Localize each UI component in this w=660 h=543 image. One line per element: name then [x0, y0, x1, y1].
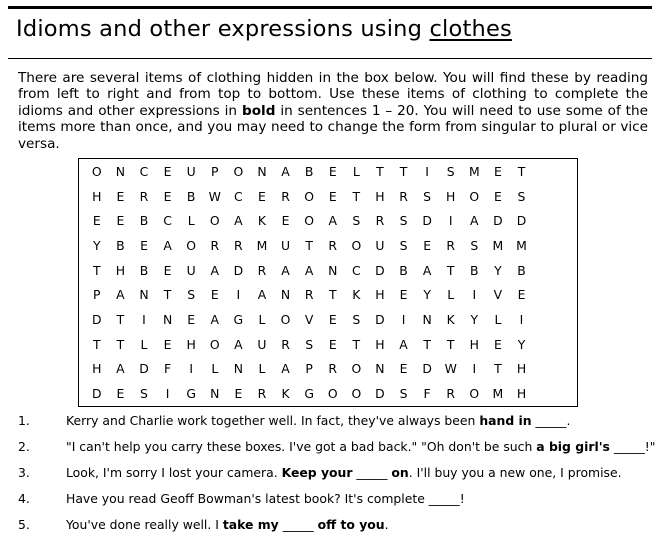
grid-letter: A [163, 237, 172, 253]
grid-letter: T [163, 287, 172, 303]
grid-letter: E [328, 311, 337, 327]
sentence-bold: a big girl's [536, 439, 610, 454]
grid-letter: R [375, 213, 385, 229]
grid-row [79, 208, 577, 233]
sentence-before: Kerry and Charlie work together well. In fact, they've always been [66, 413, 480, 428]
grid-letter: H [92, 188, 102, 204]
grid-letter: E [328, 163, 337, 179]
grid-letter: I [472, 287, 477, 303]
grid-letter: S [399, 386, 408, 402]
grid-letter: O [91, 163, 102, 179]
grid-letter: O [304, 213, 315, 229]
sentence-number: 3. [18, 465, 30, 480]
grid-letter: C [234, 188, 243, 204]
grid-letter: A [328, 213, 337, 229]
sentence-number: 2. [18, 439, 30, 454]
grid-letter: T [376, 163, 384, 179]
grid-letter: I [165, 386, 170, 402]
grid-letter: E [163, 336, 172, 352]
grid-letter: E [116, 213, 125, 229]
grid-letter: O [327, 386, 338, 402]
grid-row [79, 282, 577, 307]
grid-letter: S [399, 237, 408, 253]
grid-letter: M [256, 237, 268, 253]
grid-letter: A [281, 361, 290, 377]
grid-letter: R [304, 287, 314, 303]
grid-letter: A [281, 262, 290, 278]
grid-letter: A [257, 287, 267, 303]
grid-letter: L [211, 361, 219, 377]
grid-letter: T [446, 336, 455, 352]
grid-letter: U [257, 336, 267, 352]
grid-letter: H [115, 262, 126, 278]
grid-letter: L [494, 311, 502, 327]
grid-letter: B [186, 188, 196, 204]
grid-letter: L [258, 361, 266, 377]
grid-letter: E [116, 188, 125, 204]
grid-letter: A [210, 311, 219, 327]
sentence-list [18, 408, 656, 538]
grid-letter: O [469, 386, 480, 402]
grid-letter: W [444, 361, 457, 377]
sentence-number: 4. [18, 491, 30, 506]
grid-letter: O [304, 188, 315, 204]
sentence-after: . [384, 517, 389, 532]
sentence-text [66, 434, 655, 460]
grid-letter: T [93, 336, 101, 352]
sentence-item [18, 460, 648, 486]
grid-letter: S [446, 163, 455, 179]
grid-row [79, 357, 577, 382]
grid-letter: C [352, 262, 361, 278]
grid-letter: H [469, 336, 479, 352]
grid-letter: E [234, 386, 243, 402]
grid-letter: H [375, 336, 385, 352]
grid-letter: T [116, 336, 125, 352]
grid-row [79, 332, 577, 357]
grid-letter: E [399, 287, 408, 303]
grid-letter: H [92, 361, 102, 377]
grid-letter: R [446, 237, 455, 253]
sentence-before: You've done really well. I [66, 517, 223, 532]
grid-letter: E [92, 213, 101, 229]
grid-letter: N [375, 361, 385, 377]
sentence-text [66, 486, 465, 512]
grid-letter: L [258, 311, 266, 327]
grid-letter: B [116, 237, 125, 253]
grid-letter: D [139, 361, 149, 377]
grid-letter: M [492, 237, 504, 253]
grid-letter: E [163, 188, 172, 204]
grid-letter: E [116, 386, 125, 402]
grid-letter: H [375, 287, 385, 303]
grid-letter: Y [470, 311, 479, 327]
sentence-bold2: off to you [317, 517, 385, 532]
grid-letter: R [234, 237, 243, 253]
grid-letter: D [92, 386, 102, 402]
grid-row [79, 258, 577, 283]
grid-letter: C [139, 163, 149, 179]
grid-letter: E [493, 336, 502, 352]
grid-letter: G [233, 311, 244, 327]
grid-letter: I [189, 361, 193, 377]
grid-letter: B [139, 213, 149, 229]
grid-letter: T [446, 262, 455, 278]
grid-letter: B [139, 262, 149, 278]
grid-letter: V [304, 311, 314, 327]
grid-letter: R [257, 262, 267, 278]
grid-letter: D [233, 262, 244, 278]
grid-letter: I [236, 287, 241, 303]
intro-part-2: in sentences 1 – 20. You will need to use some of the items more than once, and you may need to change the form from singular to plural or vice versa. [18, 102, 648, 152]
grid-letter: H [516, 386, 527, 402]
grid-letter: A [470, 213, 479, 229]
grid-letter: O [280, 311, 291, 327]
grid-letter: E [493, 163, 502, 179]
grid-letter: R [139, 188, 149, 204]
sentence-bold: take my [222, 517, 279, 532]
sentence-after: _____. [531, 413, 571, 428]
grid-letter: R [257, 386, 267, 402]
word-search-grid [78, 158, 578, 407]
sentence-before: Have you read Geoff Bowman's latest book? It's complete _____! [66, 491, 465, 506]
grid-letter: R [210, 237, 220, 253]
grid-letter: P [211, 163, 219, 179]
grid-row [79, 159, 577, 184]
grid-letter: B [470, 262, 479, 278]
grid-letter: D [516, 213, 527, 229]
grid-letter: I [425, 163, 429, 179]
grid-letter: S [470, 237, 479, 253]
grid-letter: G [304, 386, 314, 402]
grid-letter: S [187, 287, 196, 303]
grid-letter: I [142, 311, 146, 327]
grid-letter: E [281, 213, 290, 229]
grid-letter: H [186, 336, 196, 352]
grid-letter: Y [494, 262, 502, 278]
grid-letter: Y [93, 237, 101, 253]
sentence-item [18, 486, 648, 512]
grid-letter: K [257, 213, 267, 229]
grid-letter: D [375, 262, 385, 278]
grid-letter: E [210, 287, 219, 303]
grid-letter: T [328, 287, 337, 303]
grid-letter: P [305, 361, 313, 377]
grid-letter: U [186, 163, 196, 179]
grid-letter: N [210, 386, 220, 402]
grid-row [79, 184, 577, 209]
intro-part-1: There are several items of clothing hidden in the box below. You will find these by reading from left to right and from top to bottom. Use these items of clothing to complete the idioms and other expressions in [18, 70, 648, 119]
sentence-number: 1. [18, 413, 30, 428]
grid-letter: S [352, 311, 361, 327]
sentence-text [66, 408, 570, 434]
grid-letter: N [328, 262, 338, 278]
grid-letter: L [140, 336, 148, 352]
grid-letter: U [281, 237, 291, 253]
grid-letter: D [493, 213, 503, 229]
grid-row [79, 307, 577, 332]
grid-letter: R [446, 386, 455, 402]
grid-letter: I [472, 361, 477, 377]
grid-letter: A [281, 163, 290, 179]
grid-letter: S [517, 188, 526, 204]
sentence-after: _____!" [609, 439, 656, 454]
grid-letter: E [493, 188, 502, 204]
grid-letter: Y [517, 336, 526, 352]
sentence-item [18, 512, 648, 538]
title-underlined-word: clothes [429, 16, 512, 42]
grid-letter: L [187, 213, 195, 229]
grid-letter: S [399, 213, 408, 229]
grid-letter: O [469, 188, 480, 204]
grid-letter: A [210, 262, 219, 278]
grid-letter: E [328, 188, 337, 204]
grid-letter: R [328, 361, 338, 377]
grid-letter: M [492, 386, 504, 402]
page-title [16, 16, 512, 42]
grid-letter: A [116, 361, 125, 377]
grid-letter: O [351, 386, 362, 402]
grid-letter: I [401, 311, 406, 327]
grid-letter: E [328, 336, 337, 352]
grid-letter: K [281, 386, 290, 402]
grid-letter: T [399, 163, 408, 179]
grid-letter: R [328, 237, 338, 253]
grid-letter: R [281, 188, 290, 204]
sentence-before: Look, I'm sorry I lost your camera. [66, 465, 282, 480]
grid-letter: S [140, 386, 148, 402]
grid-letter: G [186, 386, 196, 402]
grid-letter: H [516, 361, 527, 377]
grid-letter: B [399, 262, 408, 278]
sentence-text [66, 460, 622, 486]
grid-letter: W [208, 188, 221, 204]
grid-letter: A [116, 287, 125, 303]
grid-letter: L [352, 163, 360, 179]
sentence-bold: Keep your [281, 465, 353, 480]
grid-letter: E [187, 311, 196, 327]
grid-letter: T [352, 336, 361, 352]
grid-letter: F [164, 361, 172, 377]
grid-letter: E [258, 188, 266, 204]
grid-letter: K [352, 287, 361, 303]
grid-letter: H [375, 188, 385, 204]
sentence-mid: _____ [278, 517, 318, 532]
grid-letter: O [233, 163, 244, 179]
grid-letter: T [116, 311, 125, 327]
grid-letter: D [422, 213, 432, 229]
grid-letter: A [399, 336, 408, 352]
grid-letter: N [257, 163, 267, 179]
grid-letter: N [233, 361, 243, 377]
grid-letter: T [517, 163, 526, 179]
grid-letter: D [92, 311, 102, 327]
grid-letter: V [493, 287, 503, 303]
grid-letter: I [519, 311, 524, 327]
grid-letter: R [399, 188, 408, 204]
grid-letter: I [448, 213, 453, 229]
grid-letter: H [446, 188, 456, 204]
grid-letter: O [209, 213, 220, 229]
grid-letter: E [163, 163, 172, 179]
grid-letter: A [234, 336, 243, 352]
grid-letter: S [423, 188, 432, 204]
grid-letter: U [186, 262, 196, 278]
sentence-bold2: on [391, 465, 409, 480]
grid-letter: U [375, 237, 385, 253]
grid-letter: N [422, 311, 432, 327]
grid-letter: A [304, 262, 314, 278]
title-rule [8, 58, 652, 59]
grid-letter: O [209, 336, 220, 352]
grid-letter: O [351, 237, 362, 253]
grid-letter: E [163, 262, 172, 278]
grid-letter: E [517, 287, 526, 303]
sentence-number: 5. [18, 517, 30, 532]
grid-row [79, 381, 577, 406]
grid-letter: M [468, 163, 480, 179]
grid-letter: D [422, 361, 432, 377]
grid-letter: S [305, 336, 314, 352]
grid-letter: T [93, 262, 101, 278]
grid-letter: S [352, 213, 361, 229]
grid-letter: T [305, 237, 313, 253]
grid-letter: B [304, 163, 314, 179]
grid-letter: N [280, 287, 291, 303]
sentence-mid: _____ [352, 465, 392, 480]
title-prefix: Idioms and other expressions using [16, 16, 430, 42]
intro-bold-word: bold [241, 102, 276, 119]
sentence-item [18, 408, 648, 434]
grid-letter: T [423, 336, 431, 352]
sentence-before: "I can't help you carry these boxes. I've got a bad back." "Oh don't be such [66, 439, 537, 454]
grid-letter: A [422, 262, 432, 278]
sentence-after: . I'll buy you a new one, I promise. [408, 465, 622, 480]
grid-letter: D [375, 311, 385, 327]
sentence-text [66, 512, 389, 538]
sentence-bold: hand in [479, 413, 532, 428]
instructions-paragraph [18, 70, 648, 152]
grid-letter: N [162, 311, 173, 327]
grid-letter: N [115, 163, 126, 179]
grid-letter: O [351, 361, 362, 377]
grid-letter: B [517, 262, 526, 278]
grid-letter: Y [423, 287, 431, 303]
grid-letter: T [352, 188, 361, 204]
grid-letter: E [399, 361, 408, 377]
grid-letter: N [139, 287, 149, 303]
grid-letter: C [163, 213, 172, 229]
grid-letter: E [140, 237, 148, 253]
sentence-item [18, 434, 656, 460]
grid-letter: K [446, 311, 455, 327]
grid-letter: E [423, 237, 432, 253]
grid-letter: D [375, 386, 385, 402]
grid-letter: T [494, 361, 502, 377]
grid-letter: F [423, 386, 431, 402]
grid-letter: O [186, 237, 197, 253]
grid-row [79, 233, 577, 258]
grid-letter: L [447, 287, 455, 303]
grid-letter: R [281, 336, 290, 352]
grid-letter: P [93, 287, 101, 303]
top-rule [8, 6, 652, 9]
grid-letter: M [516, 237, 527, 253]
grid-letter: A [234, 213, 243, 229]
